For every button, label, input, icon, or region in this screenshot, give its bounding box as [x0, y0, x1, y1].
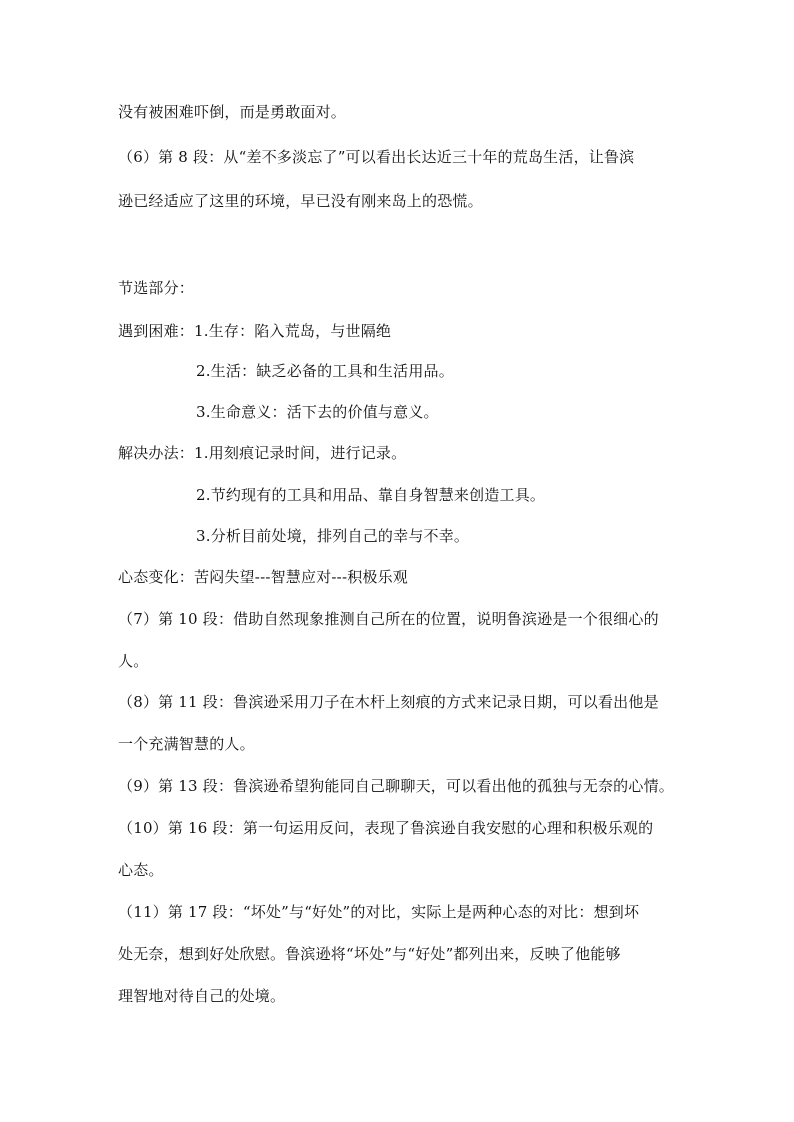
difficulty-item-3: 3.生命意义：活下去的价值与意义。: [196, 403, 439, 421]
text-line-2: （6）第 8 段：从“差不多淡忘了”可以看出长达近三十年的荒岛生活，让鲁滨: [118, 148, 635, 166]
solution-item-1: 解决办法：1.用刻痕记录时间，进行记录。: [118, 444, 407, 462]
text-line-20: 处无奈，想到好处欣慰。鲁滨逊将“坏处”与“好处”都列出来，反映了他能够: [118, 945, 621, 963]
text-line-15: 一个充满智慧的人。: [118, 735, 255, 753]
text-line-19: （11）第 17 段：“坏处”与“好处”的对比，实际上是两种心态的对比：想到坏: [118, 903, 640, 921]
text-line-17: （10）第 16 段：第一句运用反问，表现了鲁滨逊自我安慰的心理和积极乐观的: [118, 819, 654, 837]
solution-item-2: 2.节约现有的工具和用品、靠自身智慧来创造工具。: [196, 486, 546, 504]
text-line-12: （7）第 10 段：借助自然现象推测自己所在的位置，说明鲁滨逊是一个很细心的: [118, 610, 659, 628]
difficulty-item-1: 遇到困难：1.生存：陷入荒岛，与世隔绝: [118, 322, 392, 340]
text-line-3: 逊已经适应了这里的环境，早已没有刚来岛上的恐慌。: [118, 192, 483, 210]
section-heading: 节选部分：: [118, 279, 195, 297]
text-line-13: 人。: [118, 652, 149, 670]
text-line-18: 心态。: [118, 861, 164, 879]
mindset-change: 心态变化：苦闷失望---智慧应对---积极乐观: [118, 568, 409, 586]
text-line-21: 理智地对待自己的处境。: [118, 987, 286, 1005]
text-line-14: （8）第 11 段：鲁滨逊采用刀子在木杆上刻痕的方式来记录日期，可以看出他是: [118, 693, 659, 711]
difficulty-item-2: 2.生活：缺乏必备的工具和生活用品。: [196, 362, 454, 380]
text-line-1: 没有被困难吓倒，而是勇敢面对。: [118, 103, 347, 121]
solution-item-3: 3.分析目前处境，排列自己的幸与不幸。: [196, 527, 470, 545]
text-line-16: （9）第 13 段：鲁滨逊希望狗能同自己聊聊天，可以看出他的孤独与无奈的心情。: [118, 777, 674, 795]
